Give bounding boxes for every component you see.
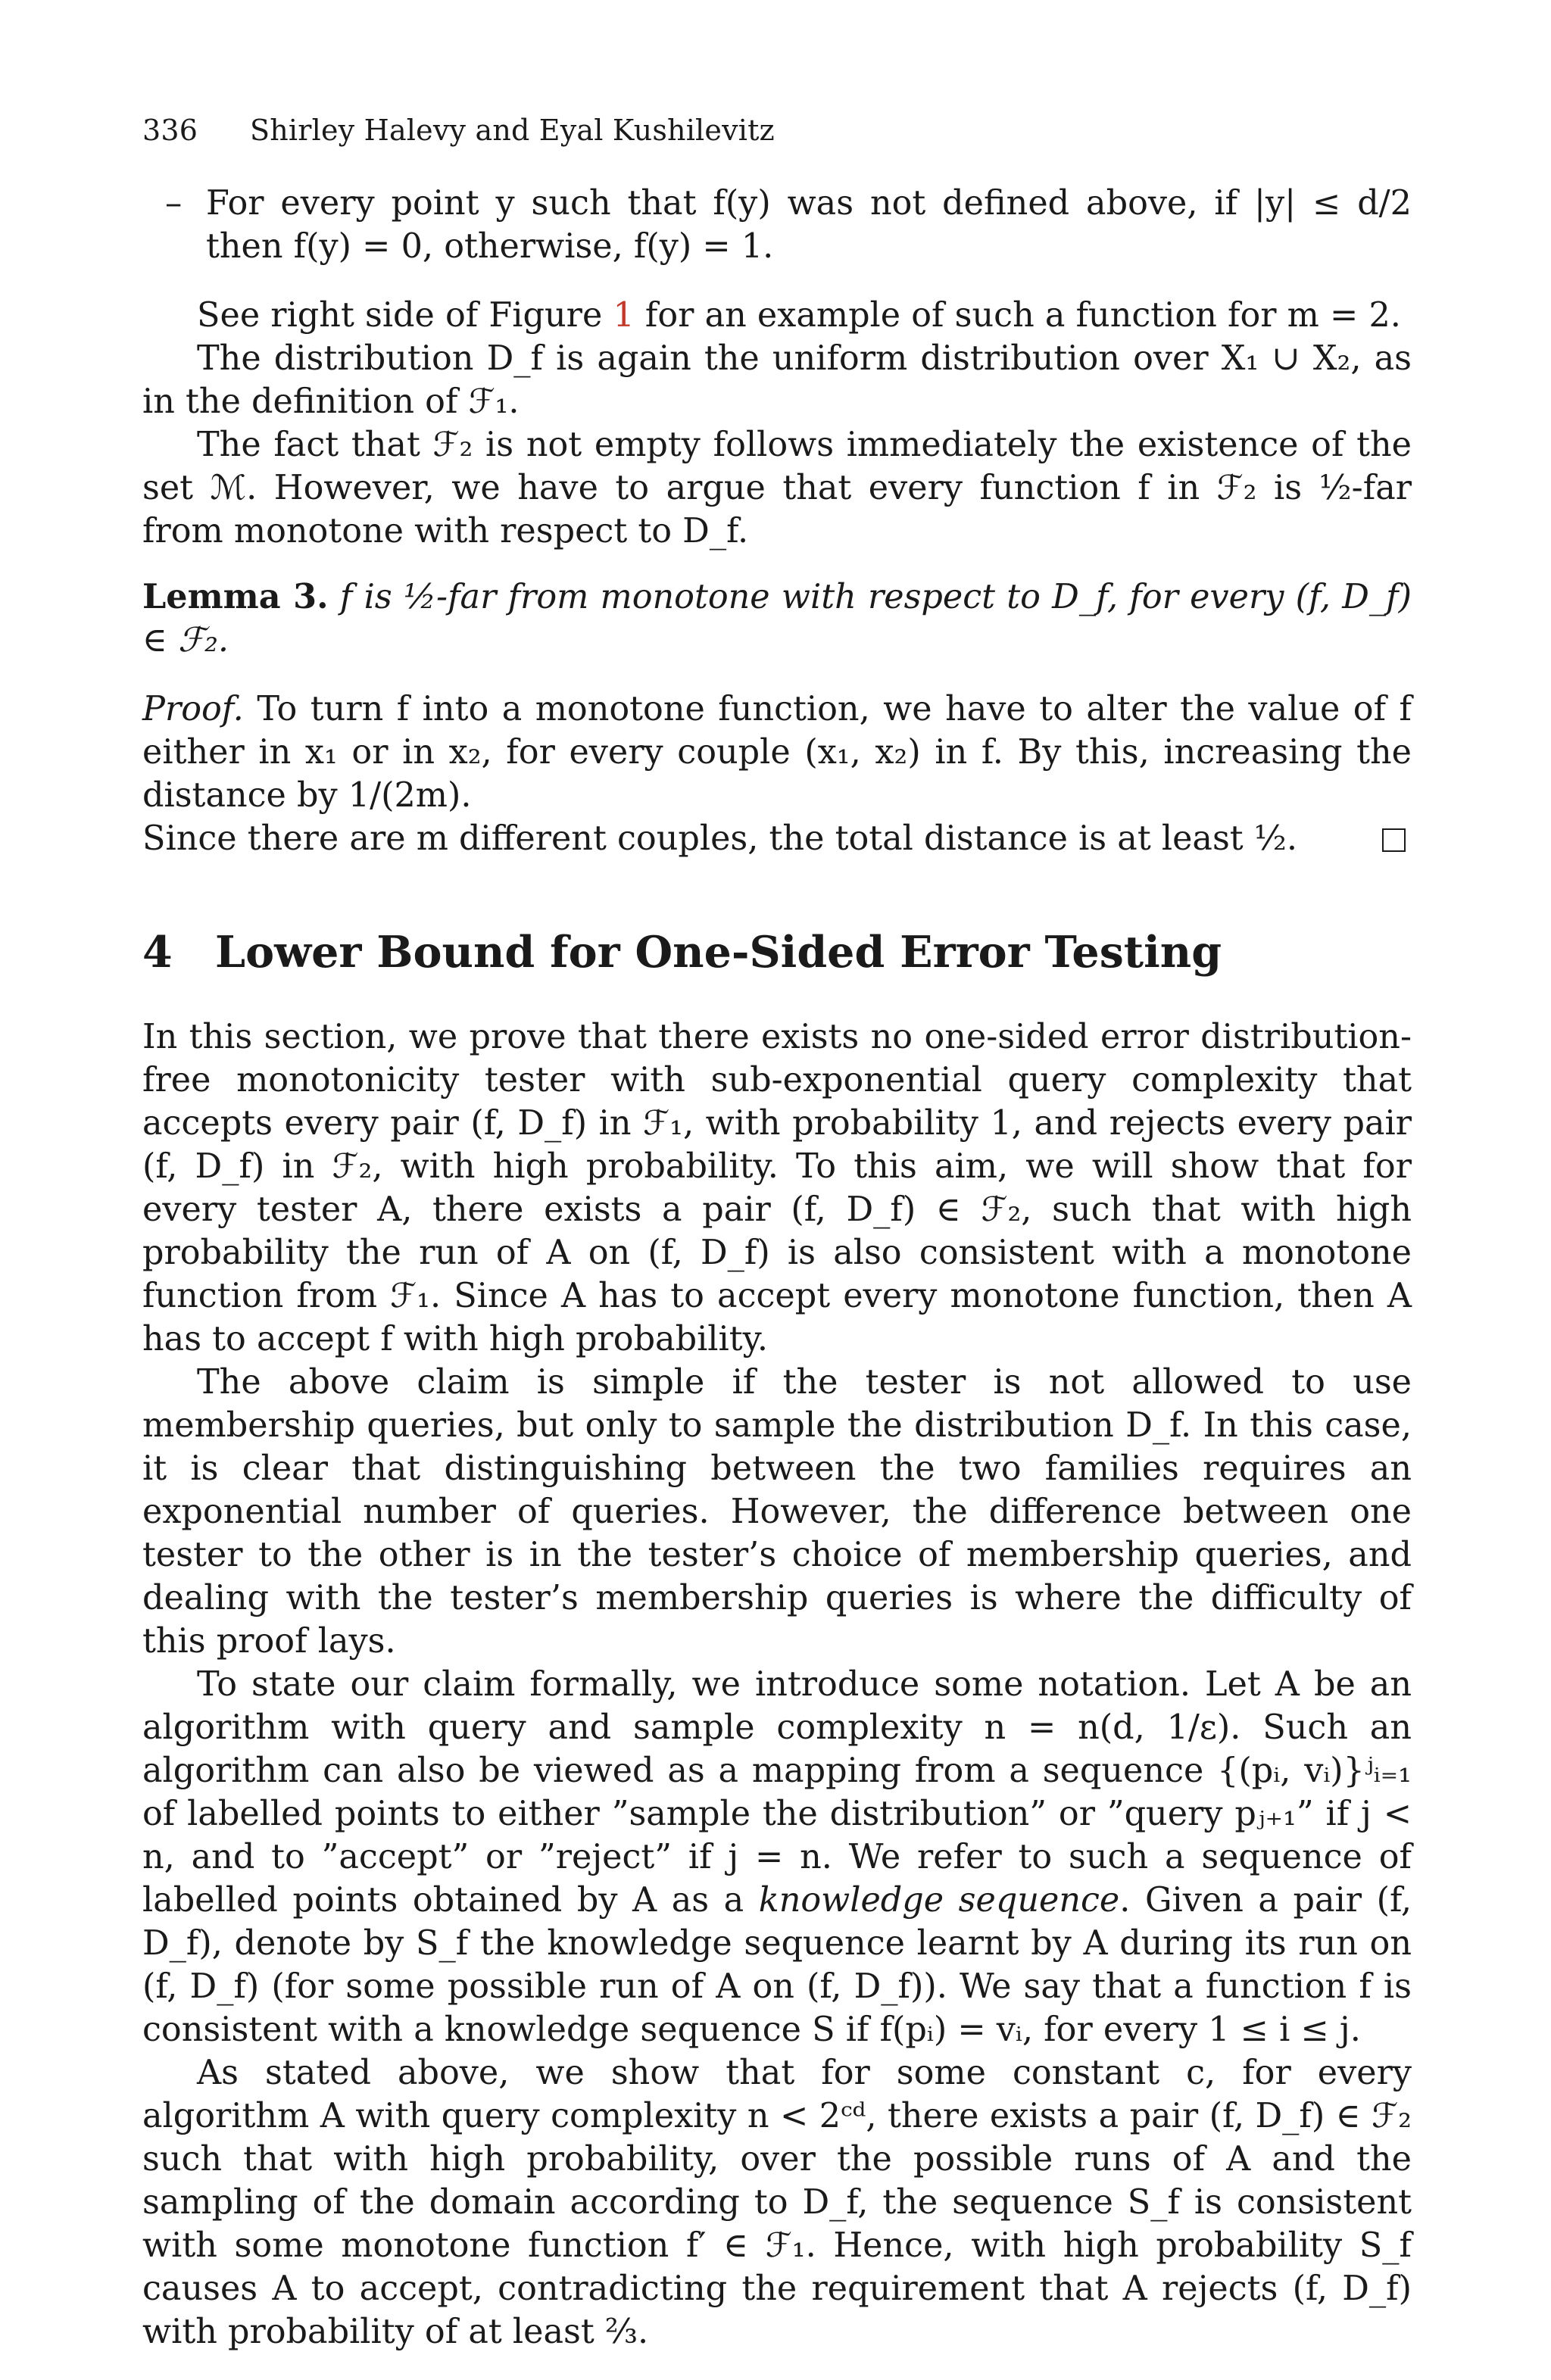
paragraph-claim: The above claim is simple if the tester is not allowed to use membership queries, but only to sample the distribution D_f. In this case, it is clear that distinguishing between the two families requires an exponential number of queries. However, the difference between one tester to the other is in the tester’s choice of membership queries, and dealing with the tester’s membership queries is where the difficulty of this proof lays. [142, 1363, 1412, 1661]
paragraph-distribution: The distribution D_f is again the uniform distribution over X₁ ∪ X₂, as in the definition of ℱ₁. [142, 339, 1412, 421]
bullet-dash: – [165, 184, 183, 223]
paragraph-notation [142, 1663, 1412, 2051]
lemma-3 [142, 576, 1412, 662]
paragraph-final: As stated above, we show that for some constant c, for every algorithm A with query complexity n < 2ᶜᵈ, there exists a pair (f, D_f) ∈ ℱ₂ such that with high probability, over the possible runs of A and the sampling of the domain according to D_f, the sequence S_f is consistent with some monotone function f′ ∈ ℱ₁. Hence, with high probability S_f causes A to accept, contradicting the requirement that A rejects (f, D_f) with probability of at least ⅔. [142, 2054, 1412, 2351]
notation-part2: . Given a pair (f, D_f), denote by S_f the knowledge sequence learnt by A during its run on (f, D_f) (for some possible run of A on (f, D_f)). We say that a function f is consistent with a knowledge sequence S if f(pᵢ) = vᵢ, for every 1 ≤ i ≤ j. [142, 1881, 1412, 2049]
header-authors: Shirley Halevy and Eyal Kushilevitz [250, 114, 775, 147]
lemma-label: Lemma 3. [142, 577, 329, 616]
proof [142, 688, 1412, 817]
bullet-text: For every point y such that f(y) was not defined above, if |y| ≤ d/2 then f(y) = 0, otherwise, f(y) = 1. [206, 184, 1412, 266]
lemma-statement: f is ½-far from monotone with respect to D_f, for every (f, D_f) ∈ ℱ₂. [142, 578, 1412, 660]
proof-label: Proof. [142, 690, 244, 728]
bullet-item [142, 182, 1412, 268]
figure-ref-after: for an example of such a function for m = 2. [634, 296, 1401, 335]
knowledge-sequence-term: knowledge sequence [758, 1881, 1120, 1920]
page-number: 336 [142, 114, 198, 147]
proof-text-end: Since there are m different couples, the total distance is at least ½. [142, 819, 1298, 858]
section-title: Lower Bound for One-Sided Error Testing [215, 927, 1222, 978]
proof-end-line [142, 817, 1412, 860]
section-number: 4 [142, 927, 173, 978]
qed-box-icon [1382, 828, 1406, 852]
notation-part1: To state our claim formally, we introduce some notation. Let A be an algorithm with query and sample complexity n = n(d, 1/ε). Such an algorithm can also be viewed as a mapping from a sequence {(pᵢ, vᵢ)}ʲᵢ₌₁ of labelled points to either ”sample the distribution” or ”query pⱼ₊₁” if j < n, and to ”accept” or ”reject” if j = n. We refer to such a sequence of labelled points obtained by A as a [142, 1665, 1412, 1920]
paragraph-figure-ref [142, 294, 1412, 337]
paragraph-not-empty: The fact that ℱ₂ is not empty follows immediately the existence of the set ℳ. However, we have to argue that every function f in ℱ₂ is ½-far from monotone with respect to D_f. [142, 426, 1412, 551]
paragraph-intro: In this section, we prove that there exists no one-sided error distribution-free monotonicity tester with sub-exponential query complexity that accepts every pair (f, D_f) in ℱ₁, with probability 1, and rejects every pair (f, D_f) in ℱ₂, with high probability. To this aim, we will show that for every tester A, there exists a pair (f, D_f) ∈ ℱ₂, such that with high probability the run of A on (f, D_f) is also consistent with a monotone function from ℱ₁. Since A has to accept every monotone function, then A has to accept f with high probability. [142, 1018, 1412, 1358]
proof-text: To turn f into a monotone function, we have to alter the value of f either in x₁ or in x₂, for every couple (x₁, x₂) in f. By this, increasing the distance by 1/(2m). [142, 690, 1412, 815]
figure-ref-before: See right side of Figure [197, 296, 613, 335]
running-header [142, 114, 1412, 147]
section-heading [142, 927, 1412, 978]
figure-link[interactable]: 1 [613, 296, 635, 335]
